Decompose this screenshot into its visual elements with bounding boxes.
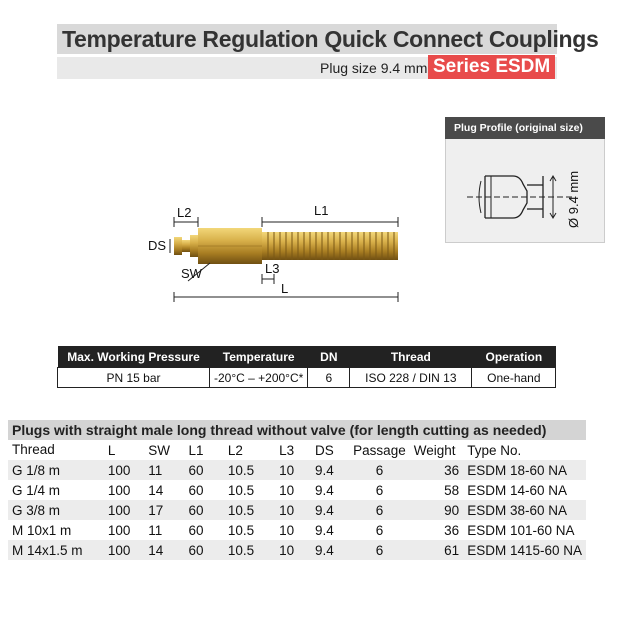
cell-sw: 14 [144,540,184,560]
parts-header: Passage [353,442,406,458]
cell-type-no: ESDM 18-60 NA [463,460,586,480]
cell-passage: 6 [349,500,410,520]
plug-diameter-label: Ø 9.4 mm [566,170,581,228]
cell-l1: 60 [185,500,224,520]
plug-size-label: Plug size 9.4 mm [320,60,428,76]
cell-l1: 60 [185,520,224,540]
cell-type-no: ESDM 101-60 NA [463,520,586,540]
table-row [8,520,586,540]
parts-header: DS [315,442,334,458]
dim-l3: L3 [265,261,280,276]
cell-l2: 10.5 [224,500,275,520]
cell-l3: 10 [275,520,311,540]
cell-l: 100 [104,500,144,520]
cell-sw: 17 [144,500,184,520]
page-title: Temperature Regulation Quick Connect Couplings [62,26,599,52]
cell-ds: 9.4 [311,460,349,480]
cell-l: 100 [104,460,144,480]
cell-ds: 9.4 [311,500,349,520]
spec-header: Temperature [210,346,308,368]
spec-header: Operation [472,346,556,368]
spec-header-row [58,346,556,368]
cell-l1: 60 [185,540,224,560]
cell-type-no: ESDM 1415-60 NA [463,540,586,560]
cell-ds: 9.4 [311,480,349,500]
spec-value: -20°C – +200°C* [210,368,308,388]
cell-sw: 11 [144,460,184,480]
spec-value: 6 [308,368,350,388]
cell-l: 100 [104,520,144,540]
cell-l2: 10.5 [224,460,275,480]
cell-thread: M 14x1.5 m [8,540,104,560]
cell-passage: 6 [349,520,410,540]
cell-thread: M 10x1 m [8,520,104,540]
parts-header: L [107,442,116,458]
cell-weight: 61 [410,540,463,560]
spec-value: PN 15 bar [58,368,210,388]
dim-ds: DS [148,238,167,253]
parts-header: L2 [227,442,243,458]
cell-passage: 6 [349,540,410,560]
cell-ds: 9.4 [311,540,349,560]
cell-thread: G 1/4 m [8,480,104,500]
parts-header: Thread [8,440,104,460]
cell-passage: 6 [349,480,410,500]
parts-header: Type No. [467,442,522,458]
spec-header: Thread [350,346,472,368]
table-row [8,540,586,560]
cell-weight: 90 [410,500,463,520]
cell-ds: 9.4 [311,520,349,540]
dim-l2: L2 [177,205,192,220]
parts-header: L3 [279,442,295,458]
parts-header: L1 [188,442,204,458]
cell-l2: 10.5 [224,480,275,500]
cell-weight: 58 [410,480,463,500]
cell-l: 100 [104,540,144,560]
series-badge: Series ESDM [428,55,555,79]
plug-profile-drawing [445,139,605,243]
cell-l2: 10.5 [224,540,275,560]
spec-value: One-hand [472,368,556,388]
cell-l3: 10 [275,480,311,500]
spec-header: Max. Working Pressure [58,346,210,368]
cell-l1: 60 [185,480,224,500]
dim-sw: SW [181,266,202,281]
table-row [8,460,586,480]
cell-sw: 11 [144,520,184,540]
dim-l1: L1 [314,203,329,218]
table-row [8,480,586,500]
cell-thread: G 1/8 m [8,460,104,480]
parts-table-title: Plugs with straight male long thread without valve (for length cutting as needed) [8,420,586,440]
cell-l3: 10 [275,500,311,520]
spec-value-row [58,368,556,388]
cell-l1: 60 [185,460,224,480]
spec-header: DN [308,346,350,368]
parts-table [8,440,586,560]
spec-table [57,346,556,388]
cell-type-no: ESDM 38-60 NA [463,500,586,520]
cell-weight: 36 [410,460,463,480]
table-row [8,500,586,520]
parts-header-row [8,440,586,460]
parts-header: Weight [413,442,456,458]
cell-l: 100 [104,480,144,500]
parts-header: SW [148,442,170,458]
cell-type-no: ESDM 14-60 NA [463,480,586,500]
cell-l3: 10 [275,540,311,560]
spec-value: ISO 228 / DIN 13 [350,368,472,388]
cell-weight: 36 [410,520,463,540]
cell-thread: G 3/8 m [8,500,104,520]
cell-l2: 10.5 [224,520,275,540]
dim-l: L [281,281,289,296]
cell-sw: 14 [144,480,184,500]
cell-passage: 6 [349,460,410,480]
cell-l3: 10 [275,460,311,480]
plug-profile-heading: Plug Profile (original size) [445,117,605,139]
